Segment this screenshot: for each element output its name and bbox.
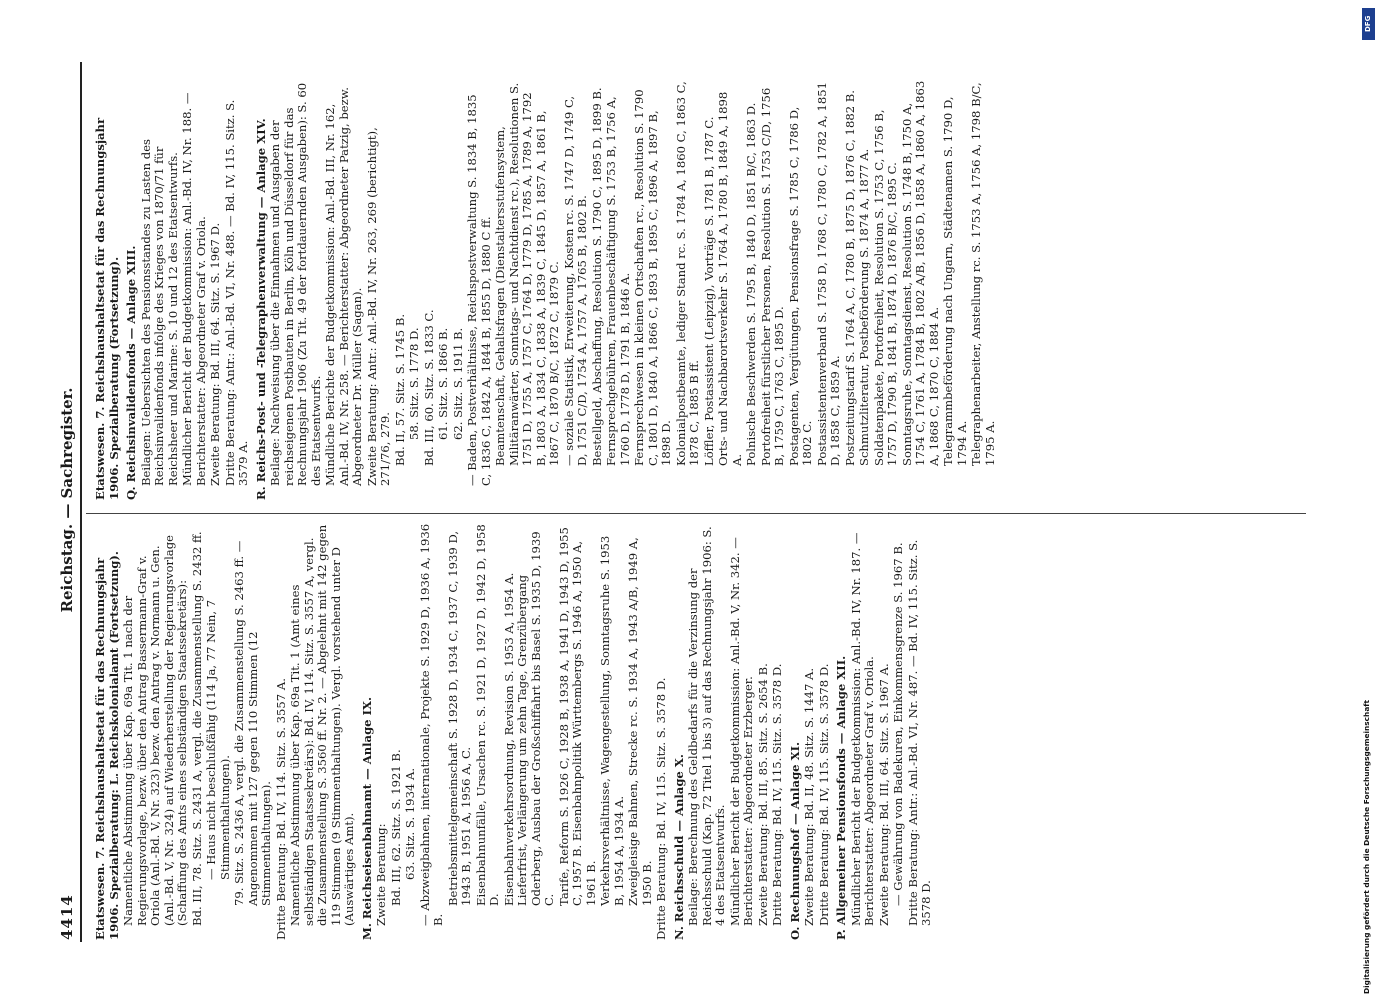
register-entry: Zweite Beratung: Bd. III, 64. Sitz. S. 1967 D. (208, 222, 222, 486)
register-entry: Namentliche Abstimmung über Kap. 69a Tit. 1 nach der Regierungsvorlage, bezw. über den Antrag Bassermann-Graf v. Oriola (Anl.-Bd. V, Nr. 323) bezw. den Antrag v. Normann u. Gen. (Anl.-Bd. V, Nr. 324) auf Wiederherstellung der Regierungsvorlage (Schaffung des Amts eines selbständigen Staatssekretärs): (121, 531, 189, 926)
register-entry: — Haus nicht beschlußfähig (114 Ja, 77 Nein, 7 Stimmenthaltungen). (204, 596, 232, 880)
register-entry: 62. Sitz. S. 1911 B. (450, 327, 465, 440)
register-entry: Zweite Beratung: (374, 823, 388, 926)
register-entry: Zweite Beratung: Antr.: Anl.-Bd. IV, Nr. 263, 269 (berichtigt), 271/76, 279. (364, 123, 392, 486)
register-entry: 63. Sitz. S. 1934 A. (403, 767, 417, 880)
register-entry: Eisenbahnverkehrsordnung, Revision S. 1953 A, 1954 A. Lieferfrist, Verlängerung um zehn Tage, Grenzübergang Oderberg, Ausbau der Großschiffahrt bis Basel S. 1935 D, 1939 C. (501, 527, 556, 906)
register-entry: Eisenbahnunfälle, Ursachen rc. S. 1921 D, 1927 D, 1942 D, 1958 D. (473, 520, 501, 906)
register-entry: Mündlicher Bericht der Budgetkommission: Anl.-Bd. V, Nr. 342. — Berichterstatter: Abgeordneter Erzberger. (727, 533, 755, 926)
register-entry: Postzeitungstarif S. 1764 A, C, 1780 B, 1875 D, 1876 C, 1882 B. (842, 90, 857, 466)
register-entry: Dritte Beratung: Bd. IV, 115. Sitz. S. 3578 D. (816, 663, 831, 926)
register-entry: Namentliche Abstimmung über Kap. 69a Tit. 1 (Amt eines selbständigen Staatssekretärs): Bd. IV, 114. Sitz. S. 3557 A, vergl. die Zusammenstellung S. 3560 ff. Nr. 2. — Abgelehnt mit 142 gegen 119 Stimmen (9 Stimmenthaltungen). Vergl. vorstehend unter D (Auswärtiges Amt). (288, 521, 356, 926)
register-entry: Bestellgeld, Abschaffung, Resolution S. 1790 C, 1895 D, 1899 B. (589, 87, 604, 466)
register-entry: Orts- und Nachbarortsverkehr S. 1764 A, 1780 B, 1849 A, 1898 A. (716, 88, 744, 466)
register-entry: Fernsprechgebühren, Frauenbeschäftigung S. 1753 B, 1756 A, 1760 D, 1778 D, 1791 B, 1846 A. (604, 92, 632, 466)
register-entry: Dritte Beratung: Bd. IV, 114. Sitz. S. 3557 A. (273, 678, 288, 940)
register-entry: Polnische Beschwerden S. 1795 B, 1840 D, 1851 B/C, 1863 D. (744, 102, 758, 466)
register-entry: Telegraphenarbeiter, Anstellung rc. S. 1753 A, 1756 A, 1798 B/C, 1795 A. (969, 78, 997, 466)
dfg-logo: DFG (1362, 8, 1375, 40)
register-entry: — Gewährung von Badekuren, Einkommensgrenze S. 1967 B. (891, 542, 905, 906)
register-entry: Soldatenpakete, Portofreiheit, Resolution S. 1753 C, 1756 B, 1757 D, 1790 B, 1841 B, 1874 D, 1876 B/C, 1895 C. (871, 105, 899, 466)
register-entry: Tarife, Reform S. 1926 C, 1928 B, 1938 A, 1941 D, 1943 D, 1955 C, 1957 B. Eisenbahnpolitik Württembergs S. 1946 A, 1950 A, 1961 B. (556, 523, 598, 906)
register-entry: Schmutzliteratur, Postbeförderung S. 1874 A, 1877 A. (857, 148, 871, 466)
register-entry: Kolonialpostbeamte, lediger Stand rc. S. 1784 A, 1860 C, 1863 C, 1878 C, 1885 B ff. (673, 77, 701, 466)
register-entry: Dritte Beratung: Bd. IV, 115. Sitz. S. 3578 D. (654, 677, 668, 940)
column-heading: Etatswesen. 7. Reichshaushaltsetat für das Rechnungsjahr 1906. Spezialberatung: L. Reichskolonialamt (Fortsetzung). (93, 551, 121, 940)
register-entry: — Abzweigbahnen, internationale, Projekte S. 1929 D, 1936 A, 1936 B. (417, 520, 445, 926)
register-entry: Beilagen: Uebersichten des Pensionsstandes zu Lasten des Reichsinvalidenfonds infolge des Krieges von 1870/71 für Reichsheer und Marine: S. 10 und 12 des Etatsentwurfs. (138, 135, 180, 486)
register-entry: Bd. III, 78. Sitz. S. 2431 A, vergl. die Zusammenstellung S. 2432 ff. (189, 531, 204, 926)
register-entry: Beilage: Berechnung des Geldbedarfs für die Verzinsung der Reichsschuld (Kap. 72 Titel 1 bis 3) auf das Rechnungsjahr 1906: S. 4 des Etatsentwurfs. (686, 522, 727, 926)
register-entry: Postassistentenverband S. 1758 D, 1768 C, 1780 C, 1782 A, 1851 D, 1858 C, 1859 A. (814, 78, 842, 466)
register-entry: Beamtenschaft, Gehaltsfragen (Dienstaltersstufensystem, Militäranwärter, Sonntags- und Nachtdienst rc.), Resolutionen S. 1751 D, 1755 A, 1757 C, 1764 D, 1779 D, 1785 A, 1789 A, 1792 B, 1803 A, 1834 C, 1838 A, 1839 C, 1845 D, 1857 A, 1861 B, 1867 C, 1870 B/C, 1872 C, 1879 C. (493, 79, 561, 466)
section-heading: M. Reichseisenbahnamt — Anlage IX. (359, 696, 374, 940)
page-header (52, 0, 82, 1000)
register-entry: Fernsprechwesen in kleinen Ortschaften rc., Resolution S. 1790 C, 1801 D, 1840 A, 1866 C, 1893 B, 1895 C, 1896 A, 1897 B, 1898 D. (632, 85, 673, 466)
register-entry: Bd. II, 57. Sitz. S. 1745 B. (392, 313, 407, 466)
register-entry: Zweigleisige Bahnen, Strecke rc. S. 1934 A, 1943 A/B, 1949 A, 1950 B. (626, 533, 654, 906)
register-entry: Sonntagsruhe, Sonntagsdienst, Resolution S. 1748 B, 1750 A, 1754 C, 1761 A, 1784 B, 1802 A/B, 1856 D, 1858 A, 1860 A, 1863 A, 1868 C, 1870 C, 1884 A. (899, 77, 941, 466)
register-entry: Zweite Beratung: Bd. II, 48. Sitz. S. 1447 A. (802, 667, 816, 926)
register-entry: Dritte Beratung: Antr.: Anl.-Bd. VI, Nr. 488. — Bd. IV, 115. Sitz. S. 3579 A. (222, 95, 250, 486)
register-entry: 58. Sitz. S. 1778 D. (407, 327, 421, 440)
section-heading: N. Reichsschuld — Anlage X. (671, 754, 686, 940)
register-entry: Postagenten, Vergütungen, Pensionsfrage S. 1785 C, 1786 D, 1802 C. (786, 103, 814, 466)
page-title: Reichstag. — Sachregister. (58, 387, 76, 613)
register-entry: — Baden, Postverhältnisse, Reichspostverwaltung S. 1834 B, 1835 C, 1836 C, 1842 A, 1844 B, 1855 D, 1880 C ff. (465, 90, 493, 486)
register-entry: Dritte Beratung: Antr.: Anl.-Bd. VI, Nr. 487. — Bd. IV, 115. Sitz. S. 3578 D. (905, 535, 933, 926)
right-column (93, 77, 998, 500)
register-entry: Bd. III, 62. Sitz. S. 1921 B. (388, 749, 403, 906)
page-number: 4414 (58, 894, 76, 940)
register-entry: Beilage: Nachweisung über die Einnahmen und Ausgaben der reichseigenen Postbauten in Berlin, Köln und Düsseldorf für das Rechnungsjahr 1906 (Zu Tit. 49 der fortdauernden Ausgaben): S. 60 des Etatsentwurfs. (268, 79, 323, 486)
register-entry: Dritte Beratung: Bd. IV, 115. Sitz. S. 3578 D. (770, 663, 784, 926)
header-rule (80, 62, 82, 942)
section-heading: O. Rechnungshof — Anlage XI. (787, 741, 802, 940)
register-entry: Bd. III, 60. Sitz. S. 1833 C. (421, 309, 436, 466)
register-entry: Mündliche Berichte der Budgetkommission: Anl.-Bd. III, Nr. 162, Anl.-Bd. IV, Nr. 258. — Berichterstatter: Abgeordneter Patzig, bezw. Abgeordneter Dr. Müller (Sagan). (323, 83, 364, 486)
column-heading: Etatswesen. 7. Reichshaushaltsetat für das Rechnungsjahr 1906. Spezialberatung (Fortsetzung). (93, 113, 121, 500)
register-entry: Portofreiheit fürstlicher Personen, Resolution S. 1753 C/D, 1756 B, 1759 C, 1763 C, 1895 D. (758, 84, 786, 466)
register-entry: Telegrammbeförderung nach Ungarn, Städtenamen S. 1790 D, 1794 A. (941, 92, 969, 466)
register-entry: Betriebsmittelgemeinschaft S. 1928 D, 1934 C, 1937 C, 1939 D, 1943 B, 1951 A, 1956 A, C. (445, 527, 473, 906)
section-heading: Q. Reichsinvalidenfonds — Anlage XIII. (124, 245, 138, 500)
register-entry: 79. Sitz. S. 2436 A, vergl. die Zusammenstellung S. 2463 ff. — Angenommen mit 127 gegen 110 Stimmen (12 Stimmenthaltungen). (232, 536, 273, 906)
register-entry: 61. Sitz. S. 1866 B. (436, 327, 450, 440)
digitization-credit: Digitalisierung gefördert durch die Deutsche Forschungsgemeinschaft (1362, 699, 1371, 994)
section-heading: R. Reichs-Post- und -Telegraphenverwaltung — Anlage XIV. (253, 118, 268, 500)
register-entry: — soziale Statistik, Erweiterung, Kosten rc. S. 1747 D, 1749 C, D, 1751 C/D, 1754 A, 1757 A, 1765 B, 1802 B. (561, 92, 589, 466)
register-entry: Zweite Beratung: Bd. III, 64. Sitz. S. 1967 A. (876, 663, 891, 926)
register-entry: Mündlicher Bericht der Budgetkommission: Anl.-Bd. IV, Nr. 188. — Berichterstatter: Abgeordneter Graf v. Oriola. (180, 88, 208, 486)
register-entry: Löffler, Postassistent (Leipzig), Vorträge S. 1781 B, 1787 C. (701, 116, 716, 466)
register-entry: Zweite Beratung: Bd. III, 85. Sitz. S. 2654 B. (755, 663, 770, 926)
section-heading: P. Allgemeiner Pensionsfonds — Anlage XII. (834, 655, 848, 940)
register-entry: Verkehrsverhältnisse, Wagengestellung, Sonntagsruhe S. 1953 B, 1954 A, 1934 A. (598, 532, 626, 906)
register-entry: Mündlicher Bericht der Budgetkommission: Anl.-Bd. IV, Nr. 187. — Berichterstatter: Abgeordneter Graf v. Oriola. (848, 528, 876, 926)
column-divider (86, 513, 1306, 514)
left-column (94, 520, 935, 940)
